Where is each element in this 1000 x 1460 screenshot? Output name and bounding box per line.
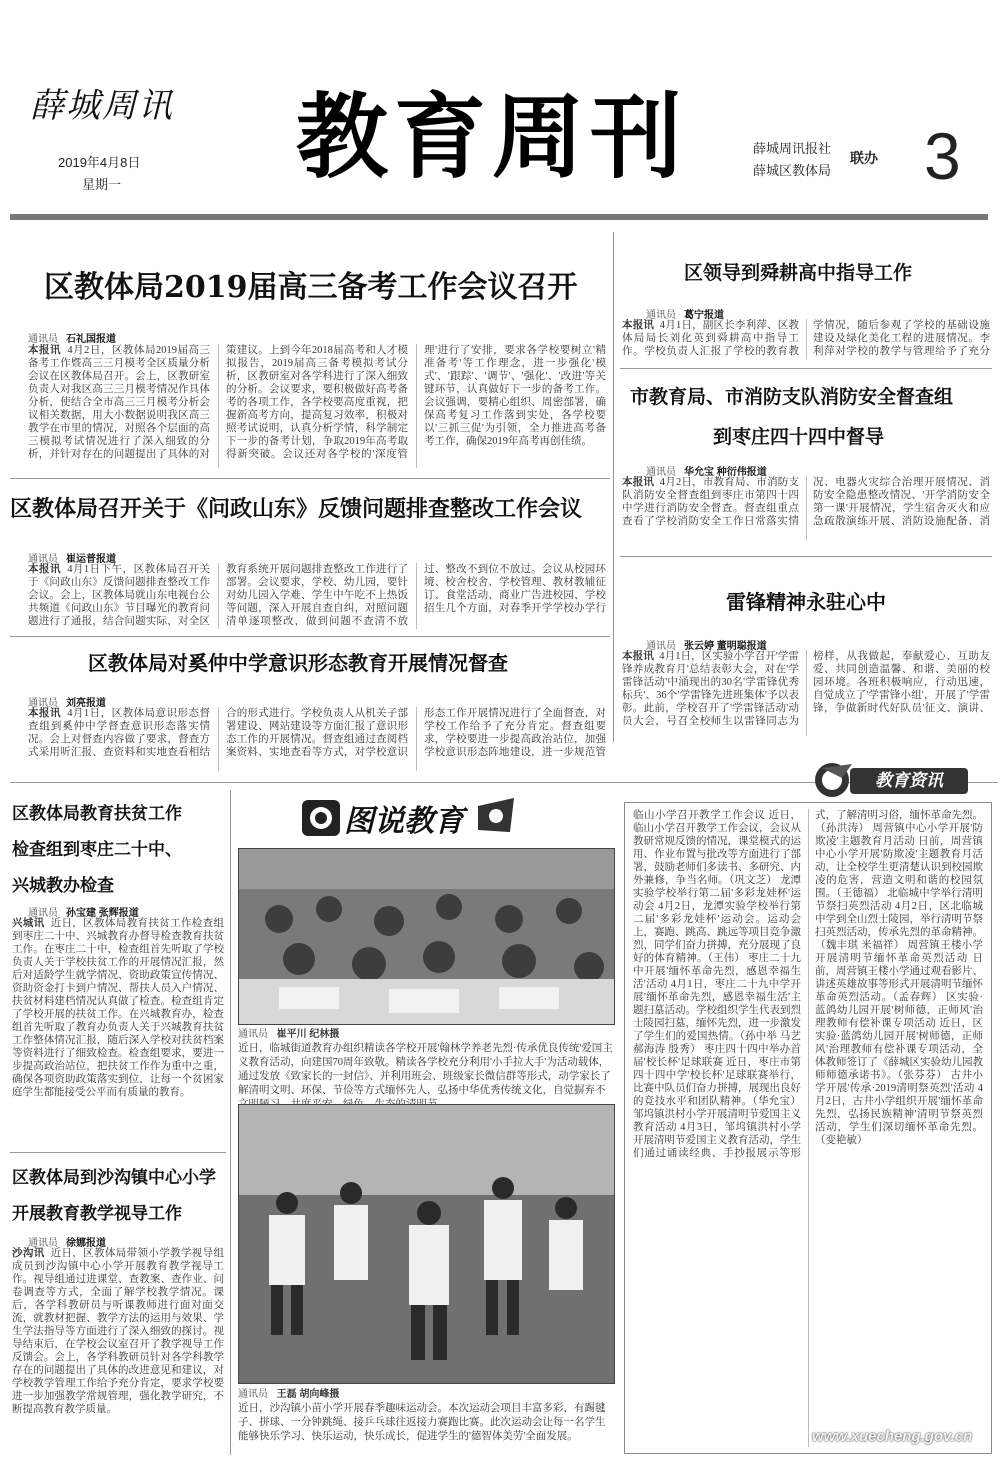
photo-sports bbox=[238, 1104, 615, 1384]
headline-b1: 区领导到舜耕高中指导工作 bbox=[684, 262, 913, 284]
news-box bbox=[624, 802, 992, 1454]
photo1-caption-text: 近日，临城街道教育办组织精读各学校开展'翰林学养老先烈·传承优良传统'爱国主义教育活动，向建国70周年致敬。精读各学校充分利用'小手拉大手'为活动载体，通过发放《致家长的一封信》、并利用班会、班级家长微信群等形式，动学家长了解清明文明、环保、节俭等方式缅怀先人，弘扬中华优秀传统文化，自觉摒弃不 bbox=[238, 1043, 613, 1096]
byline-b1: 通讯员 葛宁报道 bbox=[646, 310, 724, 321]
headline-a2: 区教体局召开关于《问政山东》反馈问题排查整改工作会议 bbox=[10, 496, 583, 522]
news-badge-label: 教育资讯 bbox=[850, 768, 968, 794]
organizer-1: 薛城周讯报社 bbox=[753, 141, 832, 156]
issue-date-block bbox=[58, 152, 140, 196]
headline-a4 bbox=[12, 796, 182, 904]
headline-a1: 区教体局2019届高三备考工作会议召开 bbox=[44, 270, 578, 305]
photo2-credit: 王磊 胡向峰摄 bbox=[276, 1389, 340, 1400]
byline-a4: 通讯员 孙宝建 张辉报道 bbox=[28, 908, 139, 919]
photo1-credit: 崔平川 纪林摄 bbox=[276, 1029, 340, 1040]
body-a3: 本报讯 4月1日，区教体局意识形态督查组到奚仲中学督查意识形态落实情况。会上对督查内容做了要求，督查方式采用听汇报、查资料和实地查看相结合的形式进行。学校负责人从机关子部署建设、网站建设等方面汇报了意识形态工作的开展情况。督查组通过查阅档案资料、实地查看等方式，对学校意识形态工作开展情况进行了全面督查，对学校工作给予了充分肯定。督查组要求，学校要进一步提高政治站位，加强学校意识形态阵地建设，进一步规范管 bbox=[28, 708, 606, 758]
headline-a3: 区教体局对奚仲中学意识形态教育开展情况督查 bbox=[88, 651, 508, 675]
headline-a4-line3: 兴城教办检查 bbox=[12, 876, 114, 896]
photo2-prefix: 通讯员 bbox=[238, 1389, 268, 1400]
divider bbox=[620, 556, 992, 557]
news-box-body: 临山小学召开教学工作会议 近日，临山小学召开教学工作会议，会议从教研常规反馈的情况，课堂模式的运用、作业布置与批改等方面进行了部署，鼓励老师们多读书、多研究、内外兼修，争当名师。（巩文芝） 龙潭实验学校举行第二届'多彩龙娃杯'运动会 4月2日，龙潭实验学校举行第二届'多彩龙娃杯'运动会。运动会上，赛跑、跳高、跳远等项目竞争激烈，同学们奋力拼搏，充分展现了良好的体育精神。（王伟） 枣庄二十九中开展'缅怀革命先烈，感恩幸福生活'活动 4月1日，枣庄二十九中学开展'缅怀革命先烈，感恩幸福生活'主题扫墓活动。学校组织学生代表到烈士陵园扫墓，缅怀先烈，进一步激发了学生们的爱国热情。（孙中举 马艺 郝海涛 殷秀） 枣庄四十四中举办首届'校长杯'足球联赛 近日，枣庄市第四十四中学'校长杯'足球联赛举行，比赛中队员们奋力拼搏，展现出良好的竞技水平和团队精神。（华允宝） 邹坞镇洪村小学开展清明节爱国主义教育活动 4月3日，邹坞镇洪村小学开展清明节爱国主义教育活动，学生们通过诵读经典、手抄报展示等形式，了解清明习俗，缅怀革命先烈。（孙洪涛） 周营镇中心小学开展'防欺凌'主题教育月活动 日前，周营镇中心小学开展'防欺凌'主题教育月活动，让全校学生更清楚认识到校园欺凌的危害，营造文明和谐的校园氛围。（王德福） 北临城中学举行清明节祭扫英烈活动 4月2日，区北临城中学到全山烈士陵园，举行清明节祭扫英烈活动，传承先烈的革命精神。（魏丰琪 米福祥） 周营镇王楼小学开展清明节缅怀革命英烈活动 日前，周营镇王楼小学通过观看影片、讲述英雄故事等形式开展清明节缅怀革命英烈活动。（孟春辉） 区实验·蓝鸽幼儿园开展'树师德，正师风'治理教师有偿补课专项活动 近日，区实验·蓝鸽幼儿园开展'树师德，正师风'治理教师有偿补课专项活动，全体教师签订了《薛城区实验幼儿园教师师德承诺书》。（张芬芬） 古井小学开展'传承·2019清明祭英烈'活动 4月2日，古井小学组织开展'缅怀革命先烈，弘扬民族精神'清明节祭英烈活动，学生们深切缅怀革命先烈。（变艳敏） bbox=[633, 810, 983, 1159]
issue-weekday: 星期一 bbox=[82, 177, 122, 192]
photo-section-title: 图说教育 bbox=[344, 805, 464, 838]
site-watermark: www.xuecheng.gov.cn bbox=[812, 1428, 973, 1445]
byline-b3: 通讯员 张云婷 董明聪报道 bbox=[646, 641, 767, 652]
photo2-caption-text: 近日，沙沟镇小苗小学开展春季趣味运动会。本次运动会项目丰富多彩，有踢毽子、拼球、一分钟跳绳、接乒乓球往返接力赛跑比赛。此次运动会让每一名学生能够快乐学习、快乐运动，快乐成长，促进学生的'德智体美劳'全面发展。 bbox=[238, 1403, 606, 1442]
byline-a5: 通讯员 徐娜报道 bbox=[28, 1238, 106, 1249]
photo-section-banner bbox=[300, 792, 520, 842]
photo1-caption bbox=[238, 1028, 613, 1096]
body-b3: 本报讯 4月1日，区实验小学召开'学雷锋养成教育月'总结表彰大会，对在'学雷锋活动'中涌现出的30名'学雷锋优秀标兵'、36个'学雷锋先进班集体'予以表彰。此前，学校召开了'学雷锋活动'动员大会，号召全校师生以雷锋同志为榜样，从我做起，奉献爱心、互助友爱、共同创造温馨、和谐、美丽的校园环境。各班积极响应，行动迅速，自觉成立了'学雷锋小组'，开展了'学雷锋，争做新时代好队员'征文、演讲、 bbox=[622, 651, 990, 727]
body-a1: 本报讯 4月2日，区教体局2019届高三备考工作暨高三三月模考全区质量分析会议在区教体局召开。会上，区教研室负责人对我区高三三月模考情况作具体分析，使结合全市高三三月模考分析会议相关数据，用大小数据说明我区高三教学在市里的情况，对照各个层面的高三模拟考试情况进行了深入细致的分析，并针对存在的问题提出了具体的对策建议。上到今年2018届高考和人才模拟报告，2019届高三备考模拟考试分析，区教研室对各学科进行了深入细致的分析。会议要求，要积极做好高考备考的各项工作，各学校要高度重视，把握新高考方向，提高复习效率，积极对照考试说明，认真分析学情，科学制定下一步的备考计划，争取2019年高考取得新突破。会议还对各学校的'深度管理'进行了安排，要求各学校要树立'精准备考'等工作理念，进一步强化'模式'、'跟踪'、'调节'、'强化'、'改进'等关键环节，认真做好下一步的备考工作。会议强调，要精心组织、周密部署，确保高考复习工作落到实处，各学校要以'三抓三促'为引领，全力推进高考备考工作，确保2019年高考再创佳绩。 bbox=[28, 345, 606, 460]
byline-b2: 通讯员 华允宝 种衍伟报道 bbox=[646, 467, 767, 478]
column-divider bbox=[230, 790, 231, 1455]
byline-a2: 通讯员 崔运普报道 bbox=[28, 554, 116, 565]
column-divider bbox=[613, 232, 614, 742]
body-a5: 沙沟讯 近日，区教体局带领小学教学视导组成员到沙沟镇中心小学开展教育教学视导工作。视导组通过进课堂、查教案、查作业、问卷调查等方式，全面了解学校教学情况。课后，各学科教研员与听课教师进行面对面交流，就教材把握、教学方法的运用与效果、学生学法指导等方面进行了深入细致的探讨。视导结束后，在学校会议室召开了教学视导工作反馈会。会上，各学科教研员针对各学科教学存在的问题提出了具体的改进意见和建议，对学校教学管理工作给予充分肯定，要求学校要进一步加强教学常规管理，强化教学研究，不断提高教育教学质量。 bbox=[12, 1248, 224, 1415]
body-b2: 本报讯 4月2日，市教育局、市消防支队消防安全督查组到枣庄市第四十四中学进行消防安全督查。督查组重点查看了学校消防安全工作日常落实情况、电器火灾综合治理开展情况、消防安全隐患整改情况、'开学消防安全第一课'开展情况，学生宿舍灭火和应急疏散演练开展、消防设施配备、消 bbox=[622, 477, 990, 527]
headline-b2-line2: 到枣庄四十四中督导 bbox=[713, 426, 885, 448]
divider bbox=[10, 1152, 226, 1153]
divider bbox=[10, 478, 610, 479]
headline-a5 bbox=[12, 1160, 216, 1232]
masthead-rule bbox=[10, 214, 988, 220]
photo2-caption bbox=[238, 1388, 613, 1452]
headline-a5-line2: 开展教育教学视导工作 bbox=[12, 1204, 182, 1224]
body-a4: 兴城讯 近日，区教体局教育扶贫工作检查组到枣庄二十中、兴城教育办督导检查教育扶贫工作。在枣庄二十中，检查组首先听取了学校负责人关于学校扶贫工作的开展情况汇报，然后对适龄学生就学情况、资助政策宣传情况、资助资金打卡到户情况、帮扶人员入户情况、扶贫材料建档情况认真做了检查。检查组肯定了学校开展的扶贫工作。在兴城教育办，检查组首先听取了教育办负责人关于兴城教育扶贫工作整体情况汇报，随后深入学校对扶贫档案等资料进行了细致检查。检查组要求，要进一步提高政治站位，把扶贫工作作为重中之重，确保各项资助政策落实到位，让每一个贫困家庭学生都能接受公平而有质量的教育。 bbox=[12, 918, 224, 1098]
divider bbox=[620, 368, 992, 369]
organizer-list bbox=[753, 138, 831, 182]
headline-a4-line1: 区教体局教育扶贫工作 bbox=[12, 804, 182, 824]
news-badge bbox=[812, 764, 972, 798]
brand-logo: 薛城周讯 bbox=[30, 86, 174, 126]
organizer-2: 薛城区教体局 bbox=[753, 163, 832, 178]
body-b1: 本报讯 4月1日，副区长李利萍、区教体局局长刘化英到舜耕高中指导工作。学校负责人汇报了学校的教育教学情况，随后参观了学校的基础设施建设及绿化美化工程的进展情况。李利萍对学校的教学与管理给予了充分 bbox=[622, 320, 990, 357]
headline-a4-line2: 检查组到枣庄二十中、 bbox=[12, 840, 182, 860]
joint-label: 联办 bbox=[850, 150, 878, 166]
headline-a5-line1: 区教体局到沙沟镇中心小学 bbox=[12, 1168, 216, 1188]
headline-b2-line1: 市教育局、市消防支队消防安全督查组 bbox=[630, 386, 954, 408]
photo1-prefix: 通讯员 bbox=[238, 1029, 268, 1040]
issue-date: 2019年4月8日 bbox=[58, 155, 141, 170]
headline-b3: 雷锋精神永驻心中 bbox=[726, 590, 886, 614]
body-a2: 本报讯 4月1日下午，区教体局召开关于《问政山东》反馈问题排查整改工作会议。会上，区教体局就山东电视台公共频道《问政山东》节目曝光的教育问题进行了通报，结合问题实际，对全区教育系统开展问题排查整改工作进行了部署。会议要求，学校、幼儿园，要针对幼儿园入学难、学生中午吃不上热饭等问题，深入开展自查自纠，对照问题清单逐项整改，做到问题不查清不放过、整改不到位不放过。会议从校园环境、校舍校舍、学校管理、教材教辅征订、食堂活动、商业广告进校园、学校招生几个方面，对春季开学学校办学行 bbox=[28, 564, 606, 627]
divider bbox=[10, 636, 610, 637]
page-number: 3 bbox=[924, 119, 961, 193]
byline-a1: 通讯员 石礼国报道 bbox=[28, 334, 116, 345]
publication-title: 教育周刊 bbox=[296, 83, 689, 191]
byline-a3: 通讯员 刘亮报道 bbox=[28, 698, 106, 709]
photo-classroom bbox=[238, 848, 615, 1025]
